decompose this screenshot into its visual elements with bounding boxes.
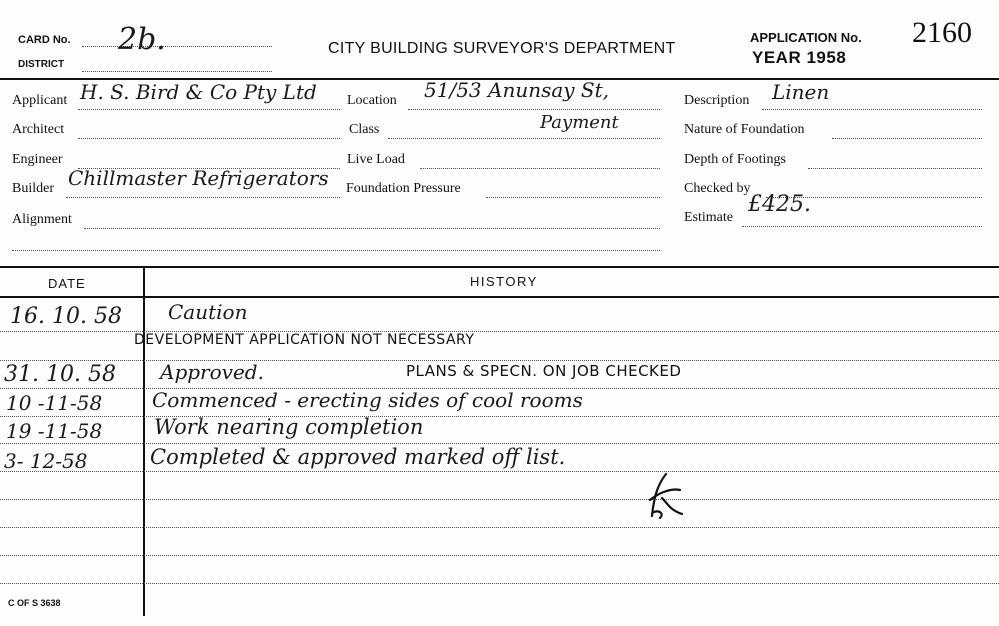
plans-checked-stamp: PLANS & SPECN. ON JOB CHECKED bbox=[406, 362, 682, 380]
history-entry: Commenced - erecting sides of cool rooms bbox=[152, 388, 583, 412]
row-line bbox=[0, 416, 999, 417]
estimate-label: Estimate bbox=[684, 210, 733, 225]
estimate-value: £425. bbox=[748, 192, 811, 217]
live-load-line bbox=[420, 168, 660, 169]
card-no-line bbox=[82, 46, 272, 47]
fields-bottom-line bbox=[12, 250, 660, 251]
builder-value: Chillmaster Refrigerators bbox=[68, 166, 329, 190]
card-no-value: 2b. bbox=[118, 22, 166, 57]
row-line bbox=[0, 555, 999, 556]
class-value: Payment bbox=[540, 112, 619, 133]
builder-line bbox=[66, 197, 340, 198]
class-line bbox=[388, 138, 660, 139]
row-line bbox=[0, 499, 999, 500]
depth-of-footings-line bbox=[808, 168, 982, 169]
class-label: Class bbox=[349, 122, 380, 137]
history-entry: Work nearing completion bbox=[154, 415, 424, 439]
foundation-pressure-line bbox=[486, 197, 660, 198]
builder-label: Builder bbox=[12, 181, 54, 196]
architect-label: Architect bbox=[12, 122, 65, 137]
district-line bbox=[82, 71, 272, 72]
architect-line bbox=[78, 138, 340, 139]
description-label: Description bbox=[684, 93, 750, 108]
row-line bbox=[0, 471, 999, 472]
history-top-rule bbox=[0, 266, 999, 268]
location-value: 51/53 Anunsay St, bbox=[424, 78, 610, 102]
history-entry: Completed & approved marked off list. bbox=[150, 445, 566, 469]
history-header: HISTORY bbox=[470, 274, 538, 289]
estimate-line bbox=[742, 226, 982, 227]
application-no-label: APPLICATION No. bbox=[750, 30, 862, 45]
description-line bbox=[762, 109, 982, 110]
history-date: 3- 12-58 bbox=[4, 449, 88, 473]
alignment-label: Alignment bbox=[12, 212, 72, 227]
initials-signature bbox=[640, 470, 688, 522]
date-header: DATE bbox=[48, 276, 86, 291]
row-line bbox=[0, 443, 999, 444]
location-line bbox=[408, 109, 660, 110]
foundation-pressure-label: Foundation Pressure bbox=[346, 181, 461, 196]
alignment-line bbox=[84, 228, 660, 229]
applicant-label: Applicant bbox=[12, 93, 68, 108]
nature-of-foundation-line bbox=[832, 138, 982, 139]
nature-of-foundation-label: Nature of Foundation bbox=[684, 122, 805, 137]
history-date: 16. 10. 58 bbox=[10, 304, 122, 329]
location-label: Location bbox=[347, 93, 397, 108]
application-number: 2160 bbox=[912, 16, 972, 49]
department-title: CITY BUILDING SURVEYOR'S DEPARTMENT bbox=[328, 40, 676, 57]
checked-by-label: Checked by bbox=[684, 181, 751, 196]
row-line bbox=[0, 583, 999, 584]
depth-of-footings-label: Depth of Footings bbox=[684, 152, 786, 167]
engineer-label: Engineer bbox=[12, 152, 63, 167]
row-line bbox=[0, 527, 999, 528]
history-entry: Approved. bbox=[160, 360, 264, 384]
applicant-line bbox=[78, 109, 340, 110]
description-value: Linen bbox=[772, 80, 830, 104]
history-date: 31. 10. 58 bbox=[4, 362, 116, 387]
card-no-label: CARD No. bbox=[18, 34, 71, 46]
row-line bbox=[0, 360, 999, 361]
year-label: YEAR 1958 bbox=[752, 48, 847, 67]
form-code: C OF S 3638 bbox=[8, 598, 61, 608]
district-label: DISTRICT bbox=[18, 59, 65, 70]
live-load-label: Live Load bbox=[347, 152, 405, 167]
applicant-value: H. S. Bird & Co Pty Ltd bbox=[80, 80, 317, 104]
history-entry: Caution bbox=[168, 300, 248, 324]
history-date: 19 -11-58 bbox=[6, 419, 103, 443]
date-column-divider bbox=[143, 266, 145, 616]
history-header-rule bbox=[0, 296, 999, 298]
development-stamp: DEVELOPMENT APPLICATION NOT NECESSARY bbox=[134, 332, 475, 348]
history-date: 10 -11-58 bbox=[6, 391, 103, 415]
